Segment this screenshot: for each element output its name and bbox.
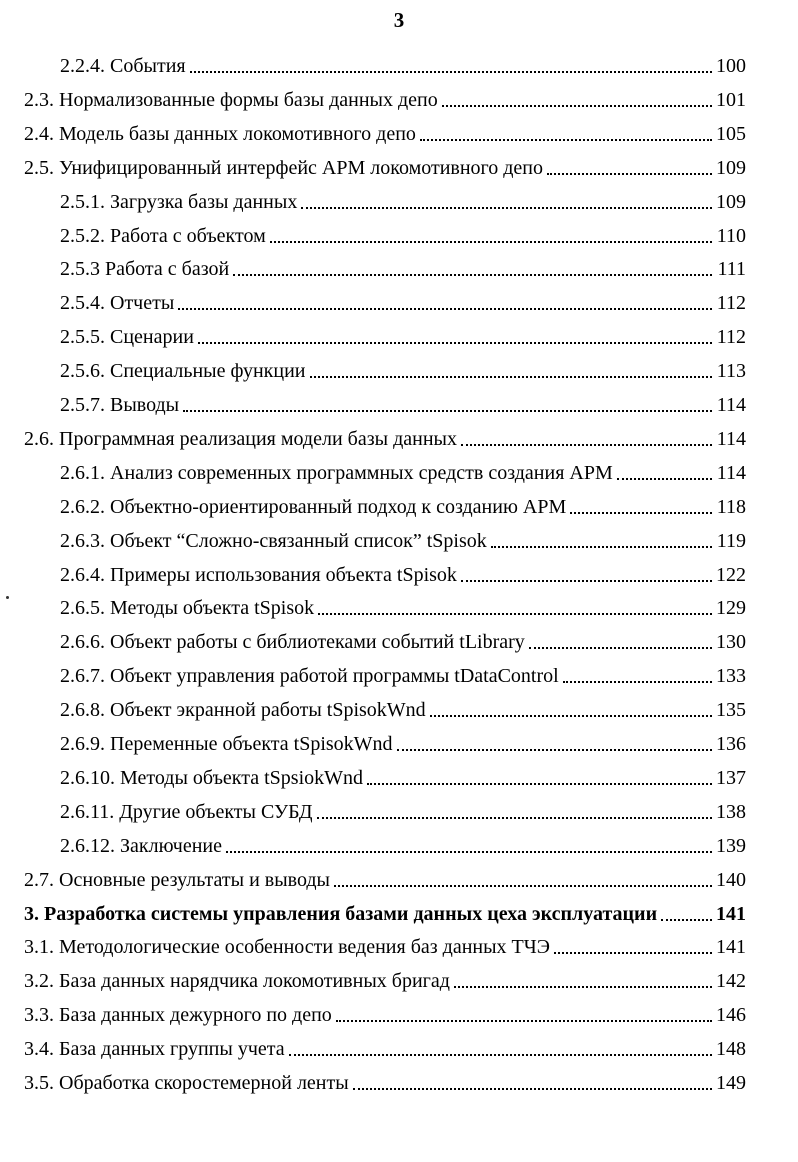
toc-entry-title: 3.5. Обработка скоростемерной ленты [24, 1072, 349, 1094]
dot-leader [617, 464, 712, 480]
toc-entry [24, 959, 746, 993]
dot-leader [461, 430, 712, 446]
toc-entry-title: 3.3. База данных дежурного по депо [24, 1004, 332, 1027]
dot-leader [529, 633, 712, 649]
toc-entry-title: 2.6.4. Примеры использования объекта tSpisok [60, 563, 457, 586]
dot-leader [334, 871, 712, 887]
toc-entry-page: 133 [716, 665, 746, 688]
toc-entry-title: 3.4. База данных группы учета [24, 1038, 285, 1061]
toc-entry-title: 2.6. Программная реализация модели базы данных [24, 427, 457, 450]
toc-entry-page: 114 [716, 461, 746, 484]
toc-entry [24, 858, 746, 892]
toc-entry-page: 135 [716, 699, 746, 722]
dot-leader [442, 91, 712, 107]
scan-speck [6, 596, 9, 599]
toc-entry [24, 417, 746, 451]
toc-entry [60, 553, 746, 587]
toc-entry-title: 2.6.10. Методы объекта tSpsiokWnd [60, 766, 364, 789]
toc-entry-page: 122 [716, 563, 746, 586]
dot-leader [491, 532, 712, 548]
toc-entry-title: 2.5.2. Работа с объектом [60, 224, 266, 247]
toc-entry-page: 141 [716, 902, 746, 925]
dot-leader [547, 159, 712, 175]
toc-entry-page: 138 [716, 800, 746, 823]
toc-entry [60, 214, 746, 248]
toc-entry-page: 119 [716, 529, 746, 552]
toc-entry [60, 654, 746, 688]
dot-leader [454, 972, 712, 988]
toc-entry-page: 109 [716, 190, 746, 213]
toc-entry-title: 2.3. Нормализованные формы базы данных депо [24, 88, 438, 111]
toc-entry [24, 78, 746, 112]
toc-entry [60, 756, 746, 790]
dot-leader [270, 227, 712, 243]
dot-leader [420, 125, 712, 141]
toc-entry [60, 790, 746, 824]
toc-entry [60, 620, 746, 654]
toc-entry-title: 3.1. Методологические особенности ведения баз данных ТЧЭ [24, 936, 550, 959]
toc-entry-title: 2.7. Основные результаты и выводы [24, 868, 330, 891]
toc-entry [24, 1027, 746, 1061]
toc-entry-title: 2.5.3 Работа с базой [60, 258, 230, 281]
toc-entry-title: 2.6.7. Объект управления работой программы tDataControl [60, 665, 559, 688]
toc-entry-title: 2.6.5. Методы объекта tSpisok [60, 597, 315, 620]
toc-entry-page: 112 [716, 326, 746, 349]
toc-entry-page: 114 [716, 427, 746, 450]
toc-entry [24, 112, 746, 146]
toc-entry-title: 2.6.6. Объект работы с библиотеками событий tLibrary [60, 631, 525, 654]
dot-leader [183, 396, 712, 412]
toc-entry-title: 2.5.5. Сценарии [60, 326, 194, 349]
dot-leader [301, 193, 712, 209]
page-number: 3 [393, 8, 405, 32]
toc-entry-title: 2.6.8. Объект экранной работы tSpisokWnd [60, 699, 426, 722]
toc-entry-title: 2.4. Модель базы данных локомотивного депо [24, 122, 416, 145]
toc-entry-page: 112 [716, 292, 746, 315]
toc-entry-page: 114 [716, 394, 746, 416]
toc-entry-page: 136 [716, 733, 746, 755]
toc-entry-page: 141 [716, 936, 746, 959]
toc-entry-title: 2.5.6. Специальные функции [60, 360, 306, 383]
dot-leader [336, 1006, 712, 1022]
dot-leader [367, 769, 712, 785]
toc-entry-page: 130 [716, 631, 746, 654]
toc-entry [60, 247, 746, 281]
dot-leader [317, 803, 712, 819]
toc-entry-title: 2.6.11. Другие объекты СУБД [60, 800, 313, 823]
toc-entry-page: 140 [716, 868, 746, 891]
dot-leader [233, 260, 712, 276]
toc-entry [24, 925, 746, 959]
toc-entry [60, 451, 746, 485]
toc-entry-title: 2.6.3. Объект “Сложно-связанный список” tSpisok [60, 529, 487, 552]
dot-leader [661, 905, 712, 921]
dot-leader [353, 1074, 712, 1090]
toc-entry-page: 148 [716, 1038, 746, 1061]
dot-leader [190, 57, 712, 73]
toc-entry-page: 129 [716, 597, 746, 620]
toc-entry-page: 100 [716, 55, 746, 77]
toc-entry-title: 2.2.4. События [60, 55, 186, 77]
toc-entry-title: 2.5.1. Загрузка базы данных [60, 190, 298, 213]
toc-entry-title: 2.6.9. Переменные объекта tSpisokWnd [60, 733, 393, 755]
dot-leader [554, 938, 712, 954]
toc-entry [60, 44, 746, 78]
toc-entry [60, 315, 746, 349]
dot-leader [289, 1040, 712, 1056]
toc-entry-page: 139 [716, 834, 746, 857]
toc-entry-page: 110 [716, 224, 746, 247]
toc-entry [24, 892, 746, 926]
toc-entry-title: 2.5.4. Отчеты [60, 292, 175, 315]
toc-entry [60, 383, 746, 417]
toc-entry-title: 3.2. База данных нарядчика локомотивных бригад [24, 970, 450, 993]
toc-entry-title: 2.5. Унифицированный интерфейс АРМ локомотивного депо [24, 156, 544, 179]
toc-entry [60, 519, 746, 553]
toc-entry [60, 586, 746, 620]
toc-entry [60, 485, 746, 519]
toc-entry-page: 142 [716, 970, 746, 993]
dot-leader [318, 599, 712, 615]
toc-entry [60, 824, 746, 858]
toc-entry [24, 1061, 746, 1095]
toc-entry [60, 688, 746, 722]
toc-entry-title: 2.6.2. Объектно-ориентированный подход к созданию АРМ [60, 495, 567, 518]
toc-entry-title: 2.6.12. Заключение [60, 834, 222, 857]
toc-entry-page: 113 [716, 360, 746, 383]
toc-entry-title: 3. Разработка системы управления базами данных цеха эксплуатации [24, 902, 658, 925]
toc-entry-page: 146 [716, 1004, 746, 1027]
toc-entry-page: 105 [716, 122, 746, 145]
toc-entry [60, 180, 746, 214]
toc-entry-title: 2.6.1. Анализ современных программных средств создания АРМ [60, 461, 613, 484]
dot-leader [430, 701, 712, 717]
dot-leader [397, 735, 712, 751]
toc-entry-page: 111 [717, 258, 746, 281]
dot-leader [461, 566, 712, 582]
toc-entry [60, 281, 746, 315]
toc-entry [24, 146, 746, 180]
dot-leader [570, 498, 712, 514]
toc-entry-page: 137 [716, 766, 746, 789]
dot-leader [310, 362, 713, 378]
toc-entry-page: 101 [716, 88, 746, 111]
dot-leader [226, 837, 712, 853]
dot-leader [198, 328, 712, 344]
toc-entry-page: 109 [716, 156, 746, 179]
toc-entry-page: 149 [716, 1072, 746, 1094]
toc-entry [60, 349, 746, 383]
toc-entry-title: 2.5.7. Выводы [60, 394, 180, 416]
dot-leader [563, 667, 712, 683]
toc-entry-page: 118 [716, 495, 746, 518]
toc-entry [60, 722, 746, 756]
toc-entry [24, 993, 746, 1027]
dot-leader [178, 294, 712, 310]
